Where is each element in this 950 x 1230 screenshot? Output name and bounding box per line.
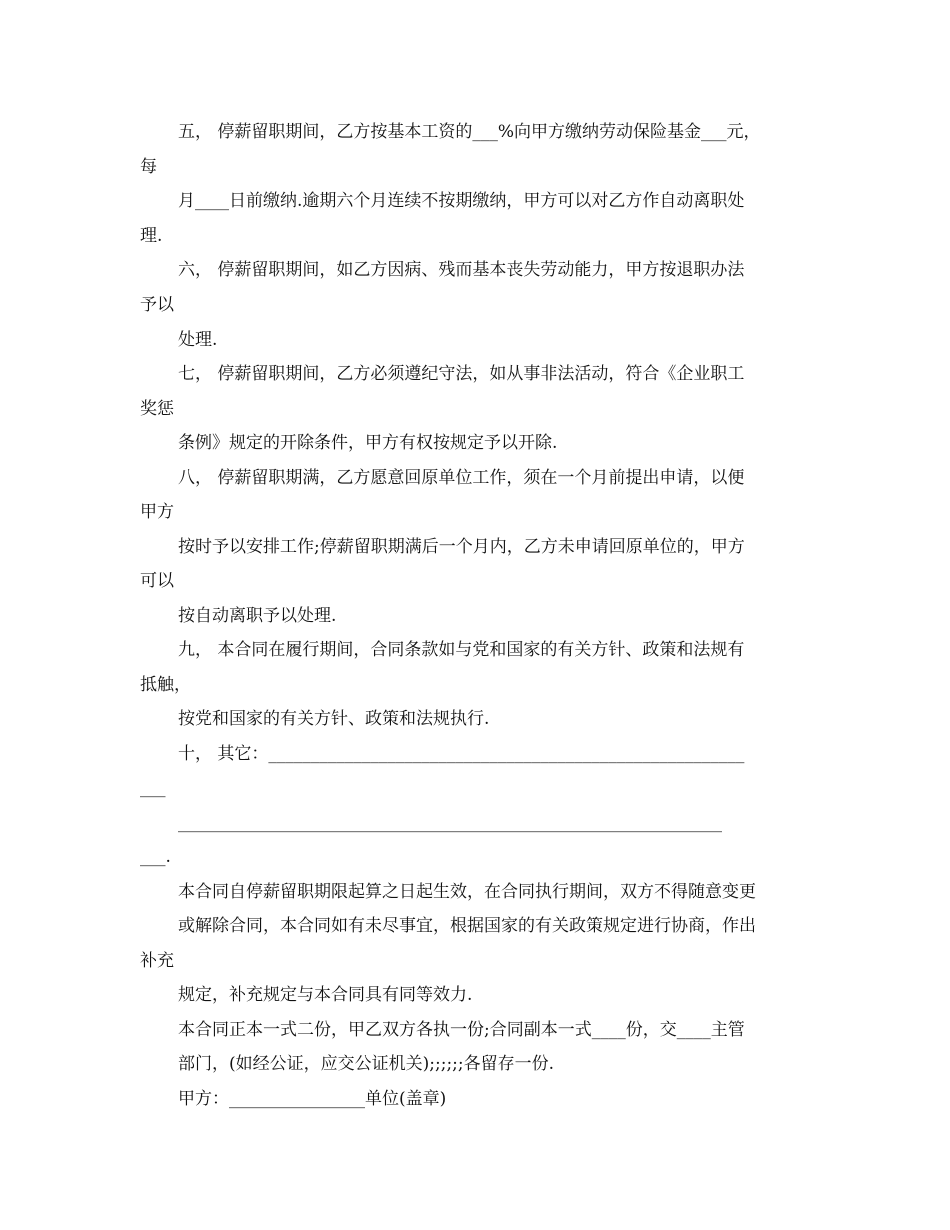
clause-10-line-2: ___	[140, 778, 166, 798]
clause-7-line-1: 七， 停薪留职期间，乙方必须遵纪守法，如从事非法活动，符合《企业职工	[178, 364, 745, 384]
effect-line-2: 或解除合同，本合同如有未尽事宜，根据国家的有关政策规定进行协商，作出	[178, 916, 756, 936]
clause-9-line-1: 九， 本合同在履行期间，合同条款如与党和国家的有关方针、政策和法规有	[178, 640, 745, 660]
clause-10-line-3: ________________________________________________________________	[178, 813, 722, 833]
clause-10-line-1: 十， 其它：________________________________________________________	[178, 744, 745, 764]
clause-7-line-2: 奖惩	[140, 399, 174, 419]
clause-5-line-3: 月____日前缴纳.逾期六个月连续不按期缴纳，甲方可以对乙方作自动离职处	[178, 191, 745, 211]
clause-7-line-3: 条例》规定的开除条件，甲方有权按规定予以开除.	[178, 433, 558, 453]
clause-9-line-3: 按党和国家的有关方针、政策和法规执行.	[178, 709, 490, 729]
clause-6-line-3: 处理.	[178, 330, 218, 350]
clause-10-line-4: ___.	[140, 847, 171, 867]
clause-8-line-4: 可以	[140, 571, 174, 591]
effect-line-1: 本合同自停薪留职期限起算之日起生效，在合同执行期间，双方不得随意变更	[178, 882, 756, 902]
clause-8-line-3: 按时予以安排工作;停薪留职期满后一个月内，乙方未申请回原单位的，甲方	[178, 537, 745, 557]
clause-6-line-2: 予以	[140, 295, 174, 315]
party-a-signature-line: 甲方：________________单位(盖章)	[178, 1089, 447, 1109]
effect-line-3: 补充	[140, 951, 174, 971]
clause-5-line-4: 理.	[140, 226, 163, 246]
clause-5-line-1: 五， 停薪留职期间，乙方按基本工资的___%向甲方缴纳劳动保险基金___元，	[178, 122, 761, 142]
clause-8-line-1: 八， 停薪留职期满，乙方愿意回原单位工作，须在一个月前提出申请，以便	[178, 468, 745, 488]
copies-line-2: 部门，(如经公证，应交公证机关);;;;;;各留存一份.	[178, 1054, 555, 1074]
clause-8-line-5: 按自动离职予以处理.	[178, 606, 337, 626]
clause-6-line-1: 六， 停薪留职期间，如乙方因病、残而基本丧失劳动能力，甲方按退职办法	[178, 260, 745, 280]
clause-8-line-2: 甲方	[140, 502, 174, 522]
effect-line-4: 规定，补充规定与本合同具有同等效力.	[178, 985, 473, 1005]
clause-5-line-2: 每	[140, 157, 157, 177]
clause-9-line-2: 抵触，	[140, 675, 191, 695]
copies-line-1: 本合同正本一式二份，甲乙双方各执一份;合同副本一式____份，交____主管	[178, 1020, 745, 1040]
